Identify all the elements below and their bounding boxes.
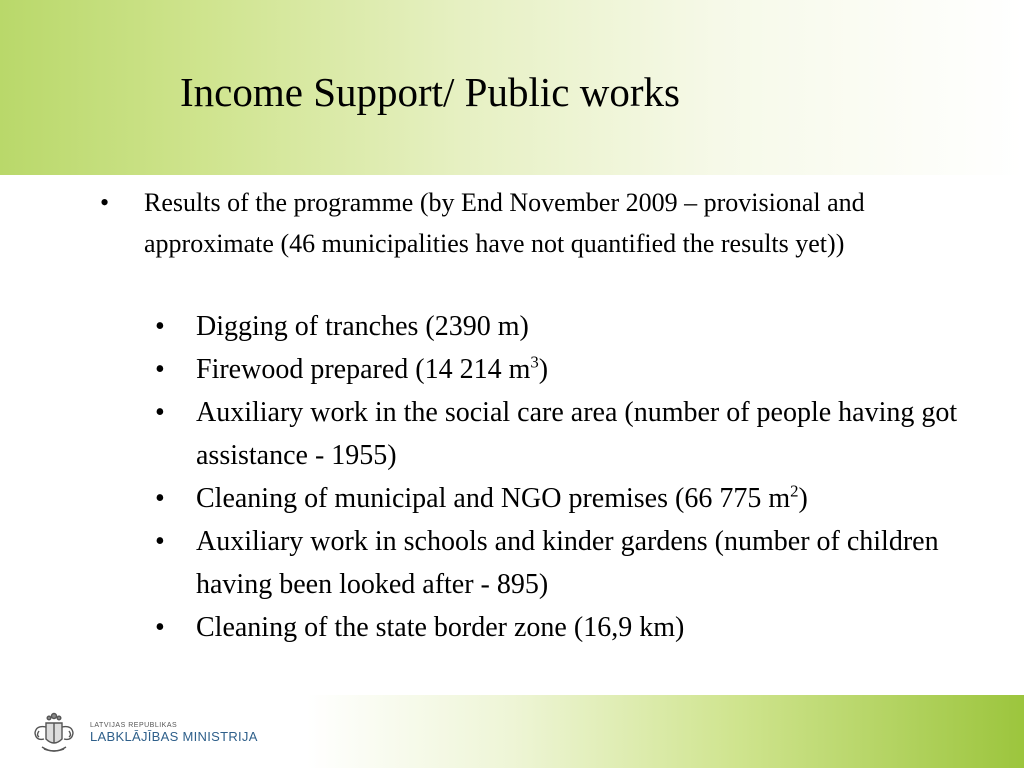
- bullet-text-end: ): [538, 354, 549, 385]
- bullet-dot: •: [155, 354, 165, 385]
- bullet-text: Auxiliary work in the social care area (number of people having got assistance - 1955): [196, 397, 958, 471]
- bullet-text: [196, 477, 808, 520]
- bullet-dot: •: [155, 483, 165, 514]
- sub-bullet-item: [155, 348, 995, 391]
- bullet-text: Results of the programme (by End November 2009 – provisional and approximate (46 municipalities have not quantified the results yet)): [144, 188, 865, 258]
- bullet-dot: •: [155, 526, 165, 557]
- slide-title: Income Support/ Public works: [180, 69, 680, 115]
- bullet-text-main: Cleaning of municipal and NGO premises (66 775 m: [196, 483, 791, 514]
- superscript: 3: [530, 352, 539, 372]
- bullet-dot: •: [100, 188, 110, 217]
- bullet-text: Digging of tranches (2390 m): [196, 311, 529, 342]
- bullet-text: Auxiliary work in schools and kinder gardens (number of children having been looked after - 895): [196, 526, 939, 600]
- sub-bullet-item: [155, 391, 995, 477]
- bullet-text-main: Firewood prepared (14 214 m: [196, 354, 531, 385]
- sub-bullet-item: [155, 477, 995, 520]
- sub-bullet-item: [155, 305, 995, 348]
- bullet-dot: •: [155, 612, 165, 643]
- bullet-text: Cleaning of the state border zone (16,9 km): [196, 612, 685, 643]
- sub-bullet-item: [155, 606, 995, 649]
- bullet-text-end: ): [798, 483, 808, 514]
- bullet-text: [196, 348, 548, 391]
- logo-text: [90, 722, 258, 744]
- coat-of-arms-icon: [30, 709, 78, 757]
- bullet-item: [100, 182, 900, 264]
- logo-line-small: LATVIJAS REPUBLIKAS: [90, 722, 178, 729]
- ministry-logo: [30, 708, 290, 758]
- bullet-dot: •: [155, 397, 165, 428]
- bullet-dot: •: [155, 311, 165, 342]
- superscript: 2: [790, 481, 799, 501]
- sub-bullet-item: [155, 520, 995, 606]
- logo-line-main: LABKLĀJĪBAS MINISTRIJA: [90, 729, 258, 744]
